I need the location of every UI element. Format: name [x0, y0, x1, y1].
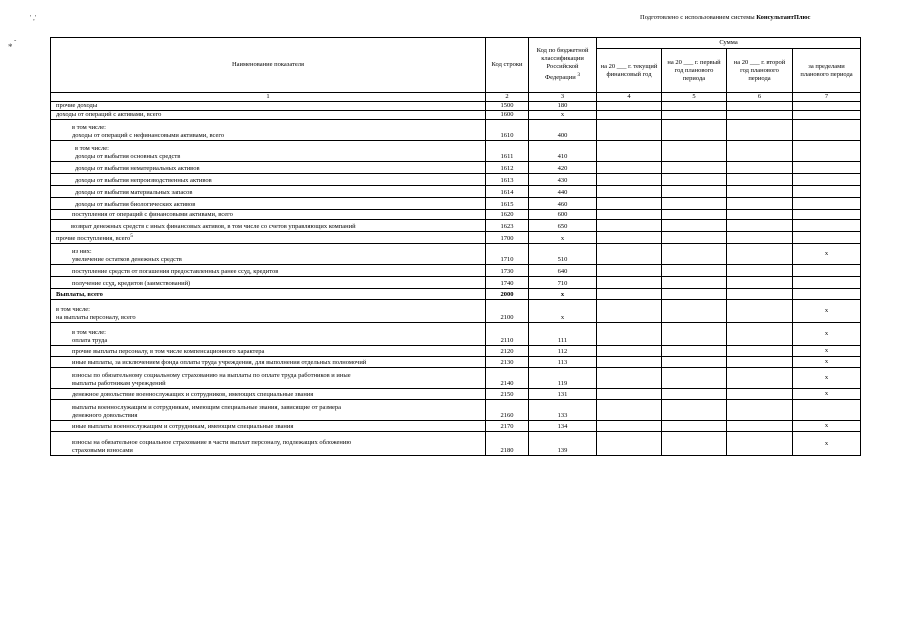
sum-cell-col6 — [727, 210, 793, 220]
row-budget-code: 131 — [529, 389, 597, 400]
column-number: 2 — [486, 93, 529, 102]
corner-marks: ' ,' — [30, 14, 37, 22]
row-line-code: 1612 — [486, 162, 529, 174]
sum-cell-col5 — [662, 120, 727, 141]
row-line-code: 2140 — [486, 368, 529, 389]
sum-cell-col4 — [597, 174, 662, 186]
column-number: 4 — [597, 93, 662, 102]
row-prefix: взносы на обязательное социальное страхование в части выплат персоналу, подлежащих обложению — [72, 439, 352, 447]
row-name: оплата труда — [72, 337, 108, 345]
row-name-cell — [51, 265, 486, 277]
row-name-cell — [51, 277, 486, 289]
row-line-code: 2000 — [486, 289, 529, 300]
row-line-code: 1500 — [486, 102, 529, 111]
row-line-code: 1620 — [486, 210, 529, 220]
sum-cell-col5 — [662, 300, 727, 323]
row-name: прочие поступления, всего — [56, 235, 131, 243]
sum-cell-col6 — [727, 323, 793, 346]
row-line-code: 1600 — [486, 111, 529, 120]
row-name: поступления от операций с финансовыми активами, всего — [72, 211, 233, 218]
sum-cell-col7: x — [793, 323, 861, 346]
row-name: получение ссуд, кредитов (заимствований) — [72, 280, 191, 288]
sum-cell-col6 — [727, 102, 793, 111]
column-number: 6 — [727, 93, 793, 102]
row-budget-code: 430 — [529, 174, 597, 186]
row-name: доходы от выбытия непроизводственных активов — [75, 177, 212, 184]
row-name: доходы от операций с активами, всего — [56, 111, 162, 118]
sum-cell-col6 — [727, 346, 793, 357]
sum-cell-col6 — [727, 368, 793, 389]
row-budget-code: 400 — [529, 120, 597, 141]
row-name: прочие доходы — [56, 102, 98, 109]
star-icon: * — [8, 42, 13, 52]
sum-cell-col7: x — [793, 357, 861, 368]
row-line-code: 2160 — [486, 400, 529, 421]
sum-cell-col5 — [662, 162, 727, 174]
sum-cell-col6 — [727, 265, 793, 277]
column-number: 1 — [51, 93, 486, 102]
sum-cell-col4 — [597, 289, 662, 300]
row-budget-code: x — [529, 300, 597, 323]
row-name: денежное довольствие военнослужащих и сотрудников, имеющих специальные звания — [72, 391, 314, 399]
column-number: 7 — [793, 93, 861, 102]
row-name: увеличение остатков денежных средств — [72, 256, 182, 264]
sum-cell-col4 — [597, 141, 662, 162]
row-budget-code: x — [529, 232, 597, 244]
sum-cell-col6 — [727, 400, 793, 421]
row-line-code: 1615 — [486, 198, 529, 210]
row-line-code: 2110 — [486, 323, 529, 346]
sum-cell-col4 — [597, 421, 662, 432]
table-row — [51, 323, 861, 346]
row-name: доходы от выбытия биологических активов — [75, 201, 196, 208]
row-name-cell — [51, 210, 486, 220]
sum-cell-col5 — [662, 244, 727, 265]
sum-cell-col5 — [662, 389, 727, 400]
row-name: на выплаты персоналу, всего — [56, 314, 136, 322]
sum-cell-col6 — [727, 141, 793, 162]
sum-cell-col7: x — [793, 244, 861, 265]
table-row — [51, 174, 861, 186]
sum-cell-col6 — [727, 244, 793, 265]
sum-cell-col7 — [793, 198, 861, 210]
table-row — [51, 357, 861, 368]
table-row — [51, 186, 861, 198]
row-budget-code: 139 — [529, 432, 597, 456]
table-row — [51, 102, 861, 111]
row-prefix: в том числе: — [56, 306, 90, 314]
row-name: доходы от выбытия основных средств — [75, 153, 181, 160]
sum-cell-col6 — [727, 198, 793, 210]
row-line-code: 2100 — [486, 300, 529, 323]
sum-cell-col7 — [793, 174, 861, 186]
sum-cell-col5 — [662, 220, 727, 232]
row-line-code: 2180 — [486, 432, 529, 456]
sum-cell-col4 — [597, 323, 662, 346]
header-line-code: Код строки — [486, 38, 529, 93]
sum-cell-col5 — [662, 102, 727, 111]
sum-cell-col5 — [662, 174, 727, 186]
sum-cell-col5 — [662, 346, 727, 357]
sum-cell-col7 — [793, 120, 861, 141]
sum-cell-col5 — [662, 432, 727, 456]
sum-cell-col5 — [662, 421, 727, 432]
sum-cell-col7 — [793, 141, 861, 162]
row-name: доходы от выбытия материальных запасов — [75, 189, 193, 196]
table-row — [51, 162, 861, 174]
row-line-code: 2150 — [486, 389, 529, 400]
row-budget-code: 112 — [529, 346, 597, 357]
row-budget-code: 640 — [529, 265, 597, 277]
column-numbers-row — [51, 93, 861, 102]
sum-cell-col4 — [597, 186, 662, 198]
sum-cell-col6 — [727, 220, 793, 232]
header-budget-code-text: Код по бюджетной классификации Российской Федерации — [536, 47, 589, 82]
row-prefix: в том числе: — [75, 145, 109, 152]
sum-cell-col5 — [662, 232, 727, 244]
header-budget-code-sup: 3 — [577, 72, 581, 79]
column-number: 5 — [662, 93, 727, 102]
sum-cell-col4 — [597, 244, 662, 265]
sum-cell-col7 — [793, 220, 861, 232]
sum-cell-col4 — [597, 111, 662, 120]
prepared-note-brand: КонсультантПлюс — [756, 14, 811, 21]
header-col5: на 20 ___ г. первый год планового периода — [662, 49, 727, 93]
row-prefix: взносы по обязательному социальному страхованию на выплаты по оплате труда работников и иные — [72, 372, 351, 380]
sum-cell-col7: x — [793, 346, 861, 357]
row-budget-code: 180 — [529, 102, 597, 111]
sum-cell-col6 — [727, 162, 793, 174]
row-line-code: 1740 — [486, 277, 529, 289]
row-budget-code: 710 — [529, 277, 597, 289]
column-number: 3 — [529, 93, 597, 102]
table-row — [51, 198, 861, 210]
prepared-note-prefix: Подготовлено с использованием системы — [640, 14, 755, 21]
row-budget-code: 440 — [529, 186, 597, 198]
row-budget-code: 111 — [529, 323, 597, 346]
row-line-code: 1611 — [486, 141, 529, 162]
sum-cell-col4 — [597, 232, 662, 244]
row-name-cell — [51, 120, 486, 141]
row-budget-code: 119 — [529, 368, 597, 389]
sum-cell-col6 — [727, 277, 793, 289]
row-budget-code: 460 — [529, 198, 597, 210]
row-budget-code: 134 — [529, 421, 597, 432]
sum-cell-col6 — [727, 421, 793, 432]
sum-cell-col5 — [662, 265, 727, 277]
sum-cell-col4 — [597, 198, 662, 210]
table-row — [51, 421, 861, 432]
sum-cell-col6 — [727, 111, 793, 120]
indicators-table — [50, 37, 861, 456]
row-name-cell — [51, 220, 486, 232]
row-name-cell — [51, 389, 486, 400]
sum-cell-col4 — [597, 368, 662, 389]
sum-cell-col5 — [662, 368, 727, 389]
row-name-cell — [51, 232, 486, 244]
row-budget-code: 410 — [529, 141, 597, 162]
sum-cell-col7 — [793, 111, 861, 120]
row-line-code: 2120 — [486, 346, 529, 357]
row-line-code: 1614 — [486, 186, 529, 198]
row-budget-code: x — [529, 111, 597, 120]
table-row — [51, 368, 861, 389]
header-name: Наименование показателя — [51, 38, 486, 93]
sum-cell-col6 — [727, 300, 793, 323]
sum-cell-col4 — [597, 346, 662, 357]
sum-cell-col6 — [727, 289, 793, 300]
row-line-code: 1623 — [486, 220, 529, 232]
sum-cell-col7 — [793, 265, 861, 277]
row-name: Выплаты, всего — [56, 291, 103, 299]
row-name: иные выплаты, за исключением фонда оплаты труда учреждения, для выполнения отдельных полномочий — [72, 359, 367, 367]
row-prefix: из них: — [72, 248, 92, 256]
sum-cell-col5 — [662, 277, 727, 289]
table-row — [51, 265, 861, 277]
sum-cell-col5 — [662, 357, 727, 368]
sum-cell-col4 — [597, 357, 662, 368]
sum-cell-col4 — [597, 120, 662, 141]
row-budget-code: 650 — [529, 220, 597, 232]
sum-cell-col7 — [793, 400, 861, 421]
row-name: прочие выплаты персоналу, в том числе компенсационного характера — [72, 348, 265, 356]
header-col4: на 20 ___ г. текущий финансовый год — [597, 49, 662, 93]
row-name: страховыми взносами — [72, 447, 133, 455]
row-name-cell — [51, 323, 486, 346]
row-prefix: выплаты военнослужащим и сотрудникам, имеющим специальные звания, зависящие от размера — [72, 404, 341, 412]
row-line-code: 2170 — [486, 421, 529, 432]
sum-cell-col7 — [793, 210, 861, 220]
row-footnote: 5 — [130, 233, 133, 239]
sum-cell-col5 — [662, 141, 727, 162]
row-name-cell — [51, 432, 486, 456]
table-row — [51, 389, 861, 400]
row-name: иные выплаты военнослужащим и сотрудникам, имеющим специальные звания — [72, 423, 294, 431]
table-row — [51, 432, 861, 456]
row-name-cell — [51, 198, 486, 210]
row-line-code: 1710 — [486, 244, 529, 265]
sum-cell-col4 — [597, 389, 662, 400]
row-name-cell — [51, 111, 486, 120]
table-row — [51, 220, 861, 232]
table-row — [51, 120, 861, 141]
row-name-cell — [51, 300, 486, 323]
prepared-note — [640, 14, 810, 21]
header-budget-code — [529, 38, 597, 93]
sum-cell-col4 — [597, 210, 662, 220]
row-line-code: 1610 — [486, 120, 529, 141]
sum-cell-col7 — [793, 186, 861, 198]
sum-cell-col6 — [727, 232, 793, 244]
sum-cell-col4 — [597, 300, 662, 323]
row-name-cell — [51, 346, 486, 357]
sum-cell-col6 — [727, 432, 793, 456]
row-name-cell — [51, 102, 486, 111]
row-name-cell — [51, 289, 486, 300]
table-row — [51, 141, 861, 162]
row-prefix: в том числе: — [72, 124, 106, 131]
row-name-cell — [51, 400, 486, 421]
row-budget-code: 113 — [529, 357, 597, 368]
sum-cell-col4 — [597, 400, 662, 421]
table-row — [51, 346, 861, 357]
sum-cell-col6 — [727, 186, 793, 198]
corner-dot: - — [14, 36, 17, 44]
sum-cell-col4 — [597, 220, 662, 232]
row-line-code: 1613 — [486, 174, 529, 186]
table-row — [51, 289, 861, 300]
header-col7: за пределами планового периода — [793, 49, 861, 93]
table-row — [51, 111, 861, 120]
sum-cell-col7 — [793, 277, 861, 289]
row-name-cell — [51, 186, 486, 198]
sum-cell-col5 — [662, 198, 727, 210]
table-row — [51, 232, 861, 244]
sum-cell-col7: x — [793, 432, 861, 456]
row-name-cell — [51, 421, 486, 432]
sum-cell-col7: x — [793, 421, 861, 432]
sum-cell-col7 — [793, 289, 861, 300]
row-name-cell — [51, 357, 486, 368]
row-name: выплаты работникам учреждений — [72, 380, 166, 388]
row-name: денежного довольствия — [72, 412, 138, 420]
sum-cell-col6 — [727, 174, 793, 186]
table-row — [51, 277, 861, 289]
row-prefix: в том числе: — [72, 329, 106, 337]
sum-cell-col5 — [662, 289, 727, 300]
table-row — [51, 400, 861, 421]
sum-cell-col5 — [662, 186, 727, 198]
row-line-code: 1730 — [486, 265, 529, 277]
row-name: доходы от выбытия нематериальных активов — [75, 165, 200, 172]
row-line-code: 2130 — [486, 357, 529, 368]
row-budget-code: 133 — [529, 400, 597, 421]
header-sum: Сумма — [597, 38, 861, 49]
row-budget-code: 510 — [529, 244, 597, 265]
sum-cell-col4 — [597, 432, 662, 456]
sum-cell-col7 — [793, 162, 861, 174]
row-name-cell — [51, 244, 486, 265]
row-name-cell — [51, 368, 486, 389]
sum-cell-col4 — [597, 265, 662, 277]
sum-cell-col4 — [597, 277, 662, 289]
table-row — [51, 244, 861, 265]
sum-cell-col5 — [662, 210, 727, 220]
row-name-cell — [51, 162, 486, 174]
sum-cell-col7: x — [793, 300, 861, 323]
sum-cell-col7: x — [793, 368, 861, 389]
row-name: поступление средств от погашения предоставленных ранее ссуд, кредитов — [72, 268, 279, 276]
sum-cell-col4 — [597, 102, 662, 111]
row-line-code: 1700 — [486, 232, 529, 244]
sum-cell-col5 — [662, 111, 727, 120]
sum-cell-col7 — [793, 232, 861, 244]
row-budget-code: 600 — [529, 210, 597, 220]
row-name-cell — [51, 174, 486, 186]
sum-cell-col4 — [597, 162, 662, 174]
row-budget-code: x — [529, 289, 597, 300]
row-name: доходы от операций с нефинансовыми активами, всего — [72, 132, 225, 139]
table-row — [51, 210, 861, 220]
sum-cell-col6 — [727, 357, 793, 368]
header-col6: на 20 ___ г. второй год планового периода — [727, 49, 793, 93]
sum-cell-col7: x — [793, 389, 861, 400]
row-budget-code: 420 — [529, 162, 597, 174]
sum-cell-col7 — [793, 102, 861, 111]
sum-cell-col6 — [727, 120, 793, 141]
sum-cell-col5 — [662, 323, 727, 346]
row-name-cell — [51, 141, 486, 162]
table-row — [51, 300, 861, 323]
sum-cell-col6 — [727, 389, 793, 400]
row-name: возврат денежных средств с иных финансовых активов, в том числе со счетов управляющих компаний — [71, 223, 356, 230]
sum-cell-col5 — [662, 400, 727, 421]
